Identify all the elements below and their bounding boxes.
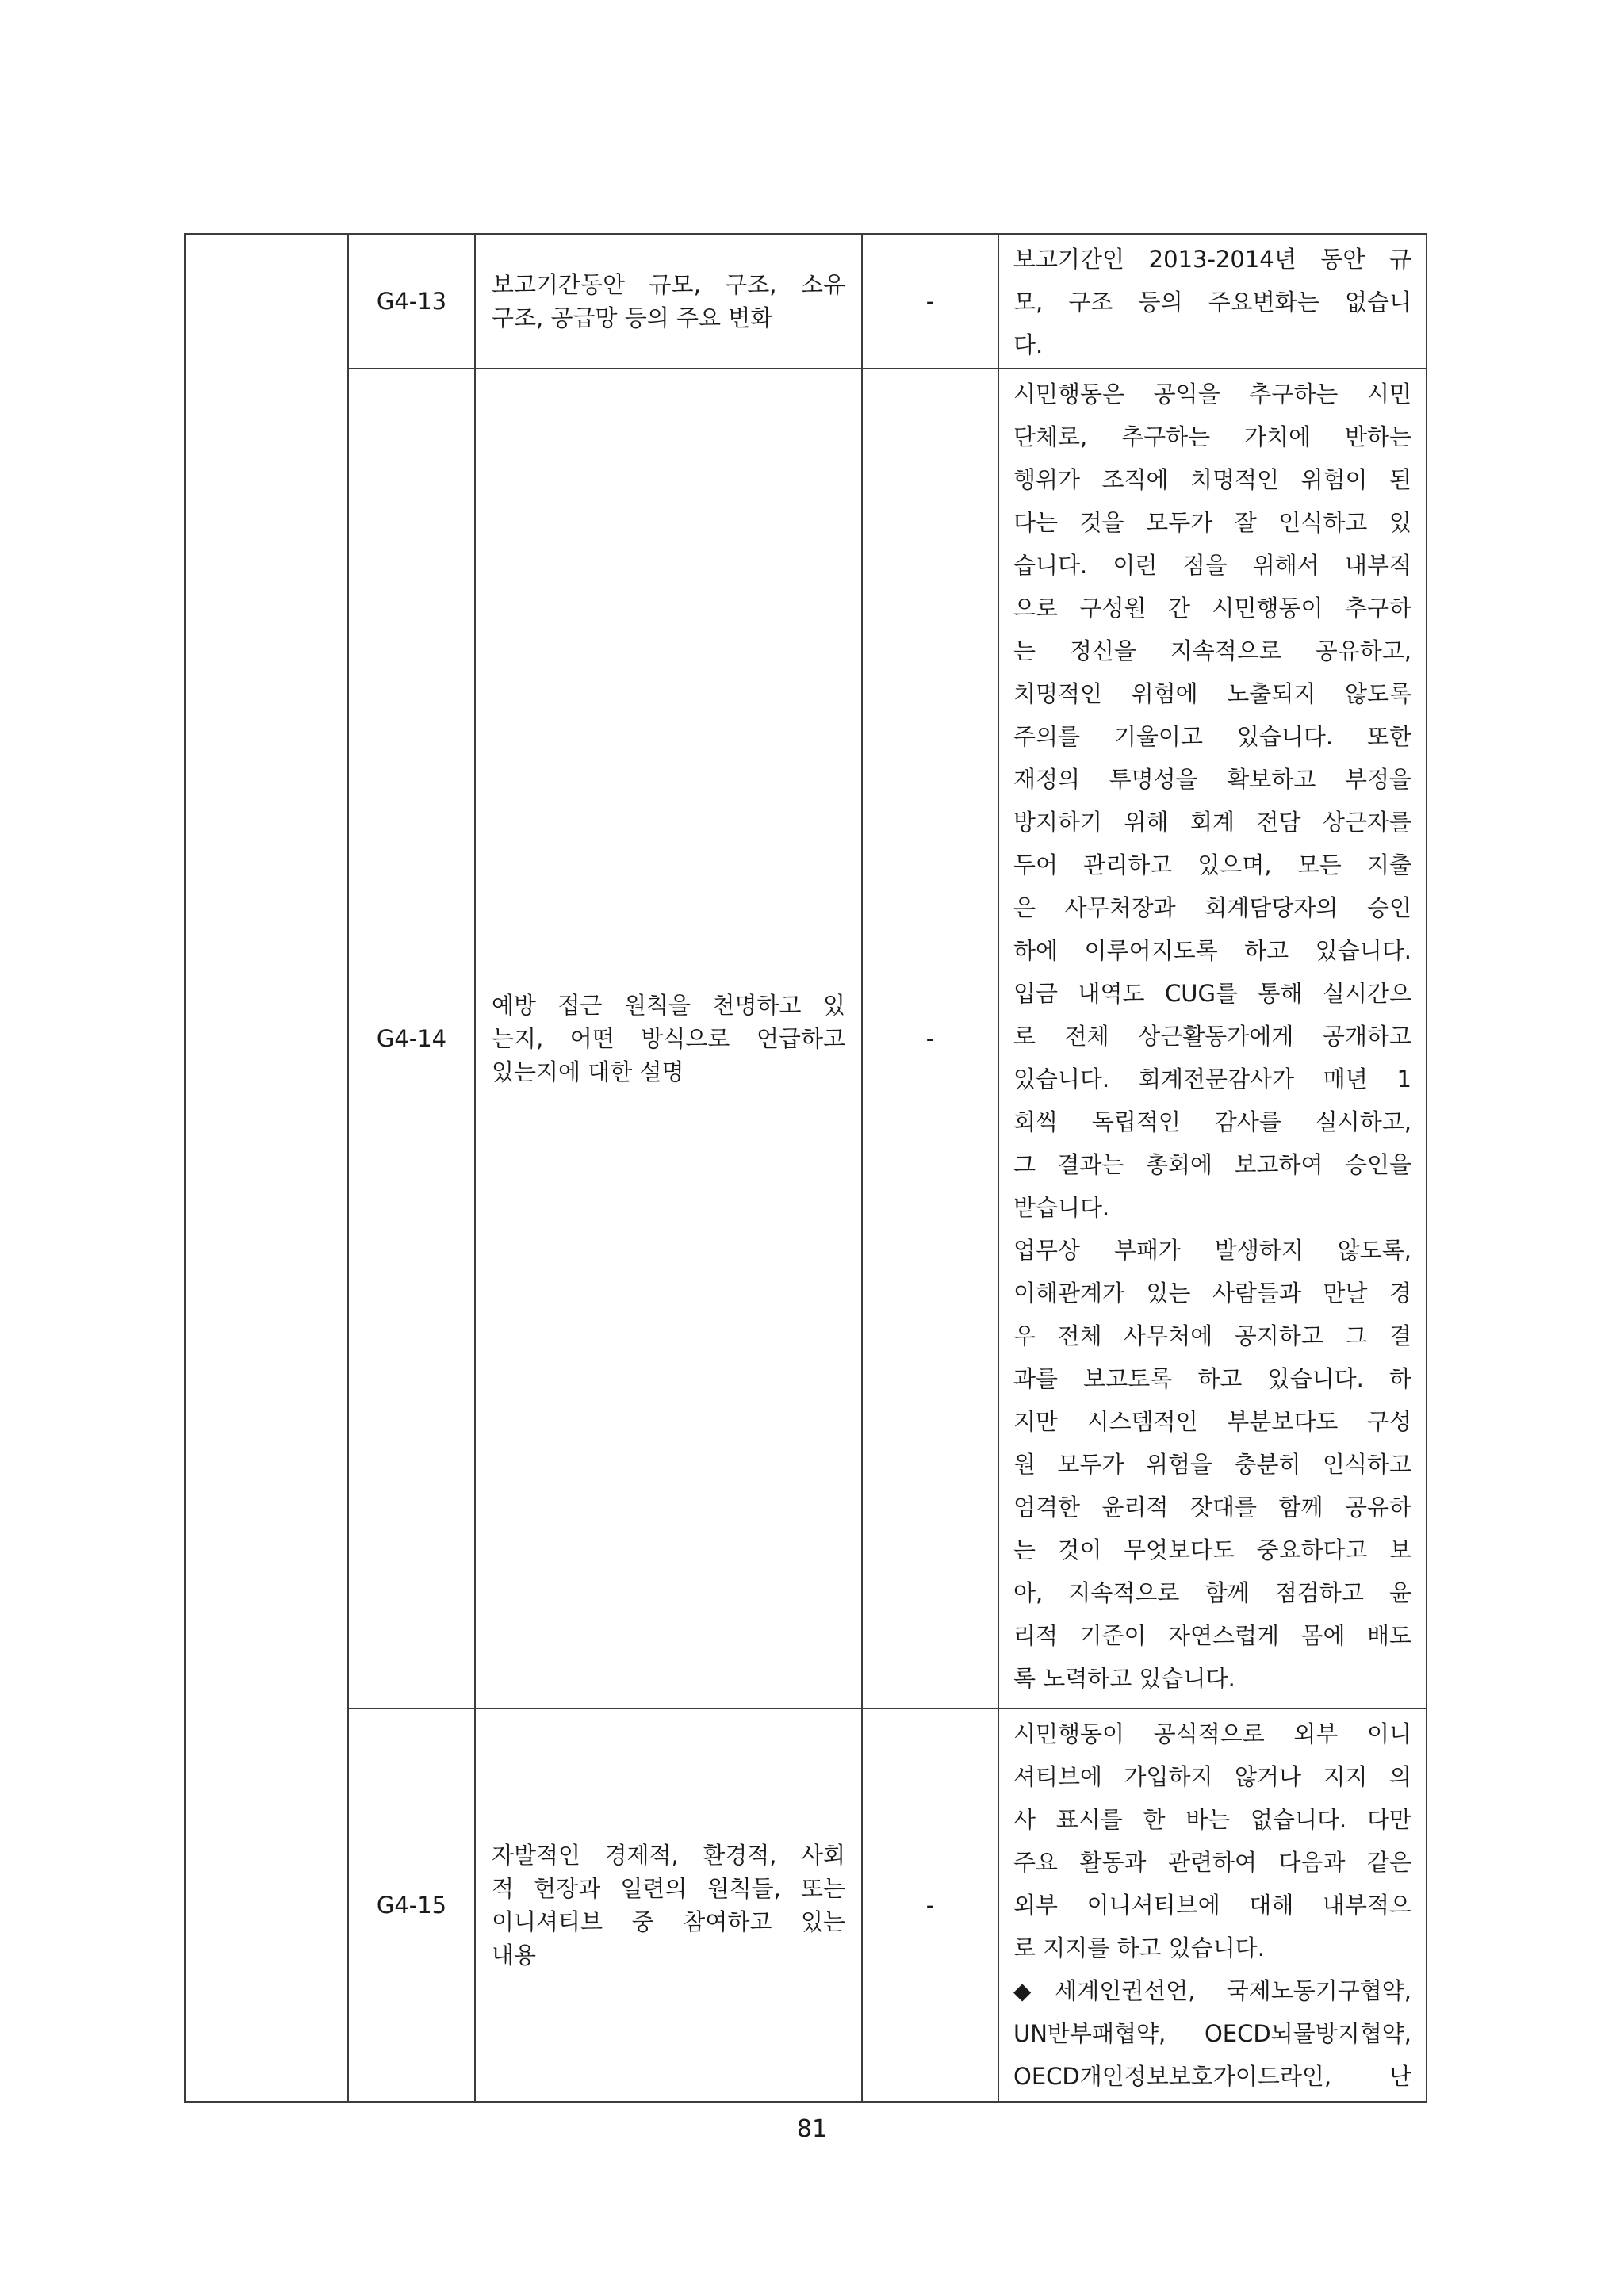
response-line: 주요 활동과 관련하여 다음과 같은 <box>1013 1849 1411 1876</box>
response-line: 는 정신을 지속적으로 공유하고, <box>1013 637 1411 664</box>
response-line: 원 모두가 위험을 충분히 인식하고 <box>1013 1451 1411 1478</box>
category-cell <box>185 234 348 2102</box>
response-line: 받습니다. <box>1013 1194 1110 1221</box>
response-line: 재정의 투명성을 확보하고 부정을 <box>1013 766 1411 793</box>
response-line: 치명적인 위험에 노출되지 않도록 <box>1013 680 1411 707</box>
response-line: 두어 관리하고 있으며, 모든 지출 <box>1013 851 1411 878</box>
description-line: 적 헌장과 일련의 원칙들, 또는 <box>492 1875 845 1902</box>
response-line: 다는 것을 모두가 잘 인식하고 있 <box>1013 509 1411 536</box>
table-row <box>185 234 1427 369</box>
description-line: 이니셔티브 중 참여하고 있는 <box>492 1908 845 1935</box>
reference-cell: - <box>862 369 998 1709</box>
response-line: 로 지지를 하고 있습니다. <box>1013 1934 1266 1961</box>
response-line: 사 표시를 한 바는 없습니다. 다만 <box>1013 1806 1411 1833</box>
indicator-code: G4-14 <box>348 369 475 1709</box>
description-line: 있는지에 대한 설명 <box>492 1058 684 1085</box>
indicator-code: G4-15 <box>348 1709 475 2102</box>
response-line: 록 노력하고 있습니다. <box>1013 1665 1235 1692</box>
response-line: 셔티브에 가입하지 않거나 지지 의 <box>1013 1763 1411 1790</box>
response-cell <box>998 369 1427 1709</box>
response-line: 주의를 기울이고 있습니다. 또한 <box>1013 723 1411 750</box>
response-line: 우 전체 사무처에 공지하고 그 결 <box>1013 1322 1411 1349</box>
response-line: ◆세계인권선언, 국제노동기구협약, <box>1013 1977 1411 2004</box>
gri-index-table <box>184 233 1427 2103</box>
response-line: 행위가 조직에 치명적인 위험이 된 <box>1013 466 1411 493</box>
response-line: 리적 기준이 자연스럽게 몸에 배도 <box>1013 1622 1411 1649</box>
reference-cell: - <box>862 1709 998 2102</box>
response-line: 업무상 부패가 발생하지 않도록, <box>1013 1237 1411 1264</box>
description-line: 보고기간동안 규모, 구조, 소유 <box>492 271 845 298</box>
response-line: 외부 이니셔티브에 대해 내부적으 <box>1013 1892 1411 1919</box>
response-cell <box>998 234 1427 369</box>
description-line: 내용 <box>492 1942 537 1969</box>
response-line: 그 결과는 총회에 보고하여 승인을 <box>1013 1151 1411 1178</box>
response-line: 방지하기 위해 회계 전담 상근자를 <box>1013 809 1411 836</box>
response-line: 하에 이루어지도록 하고 있습니다. <box>1013 937 1411 964</box>
response-line: UN반부패협약, OECD뇌물방지협약, <box>1013 2020 1411 2047</box>
response-line: 습니다. 이런 점을 위해서 내부적 <box>1013 552 1411 579</box>
response-line: 입금 내역도 CUG를 통해 실시간으 <box>1013 980 1411 1007</box>
response-line: 으로 구성원 간 시민행동이 추구하 <box>1013 595 1411 622</box>
table-row <box>185 369 1427 1709</box>
response-line: 시민행동이 공식적으로 외부 이니 <box>1013 1720 1411 1747</box>
response-line: 은 사무처장과 회계담당자의 승인 <box>1013 894 1411 921</box>
table-row <box>185 1709 1427 2102</box>
response-line: 있습니다. 회계전문감사가 매년 1 <box>1013 1066 1411 1093</box>
response-line: 회씩 독립적인 감사를 실시하고, <box>1013 1108 1411 1135</box>
response-line: 과를 보고토록 하고 있습니다. 하 <box>1013 1365 1411 1392</box>
indicator-description <box>475 1709 862 2102</box>
response-line: OECD개인정보보호가이드라인, 난 <box>1013 2063 1411 2090</box>
reference-cell: - <box>862 234 998 369</box>
indicator-description <box>475 234 862 369</box>
response-line: 보고기간인 2013-2014년 동안 규 <box>1013 246 1411 273</box>
indicator-description <box>475 369 862 1709</box>
indicator-code: G4-13 <box>348 234 475 369</box>
response-line: 엄격한 윤리적 잣대를 함께 공유하 <box>1013 1494 1411 1521</box>
response-line: 시민행동은 공익을 추구하는 시민 <box>1013 381 1411 408</box>
description-line: 는지, 어떤 방식으로 언급하고 <box>492 1025 845 1052</box>
page-number: 81 <box>796 2115 828 2143</box>
response-cell <box>998 1709 1427 2102</box>
response-line: 지만 시스템적인 부분보다도 구성 <box>1013 1408 1411 1435</box>
description-line: 구조, 공급망 등의 주요 변화 <box>492 304 773 331</box>
description-line: 예방 접근 원칙을 천명하고 있 <box>492 992 845 1019</box>
response-line: 아, 지속적으로 함께 점검하고 윤 <box>1013 1579 1411 1606</box>
description-line: 자발적인 경제적, 환경적, 사회 <box>492 1842 845 1869</box>
response-line: 다. <box>1013 331 1044 358</box>
response-line: 로 전체 상근활동가에게 공개하고 <box>1013 1023 1411 1050</box>
response-line: 는 것이 무엇보다도 중요하다고 보 <box>1013 1536 1411 1563</box>
response-line: 모, 구조 등의 주요변화는 없습니 <box>1013 289 1411 316</box>
response-line: 단체로, 추구하는 가치에 반하는 <box>1013 423 1411 450</box>
response-line: 이해관계가 있는 사람들과 만날 경 <box>1013 1280 1411 1307</box>
